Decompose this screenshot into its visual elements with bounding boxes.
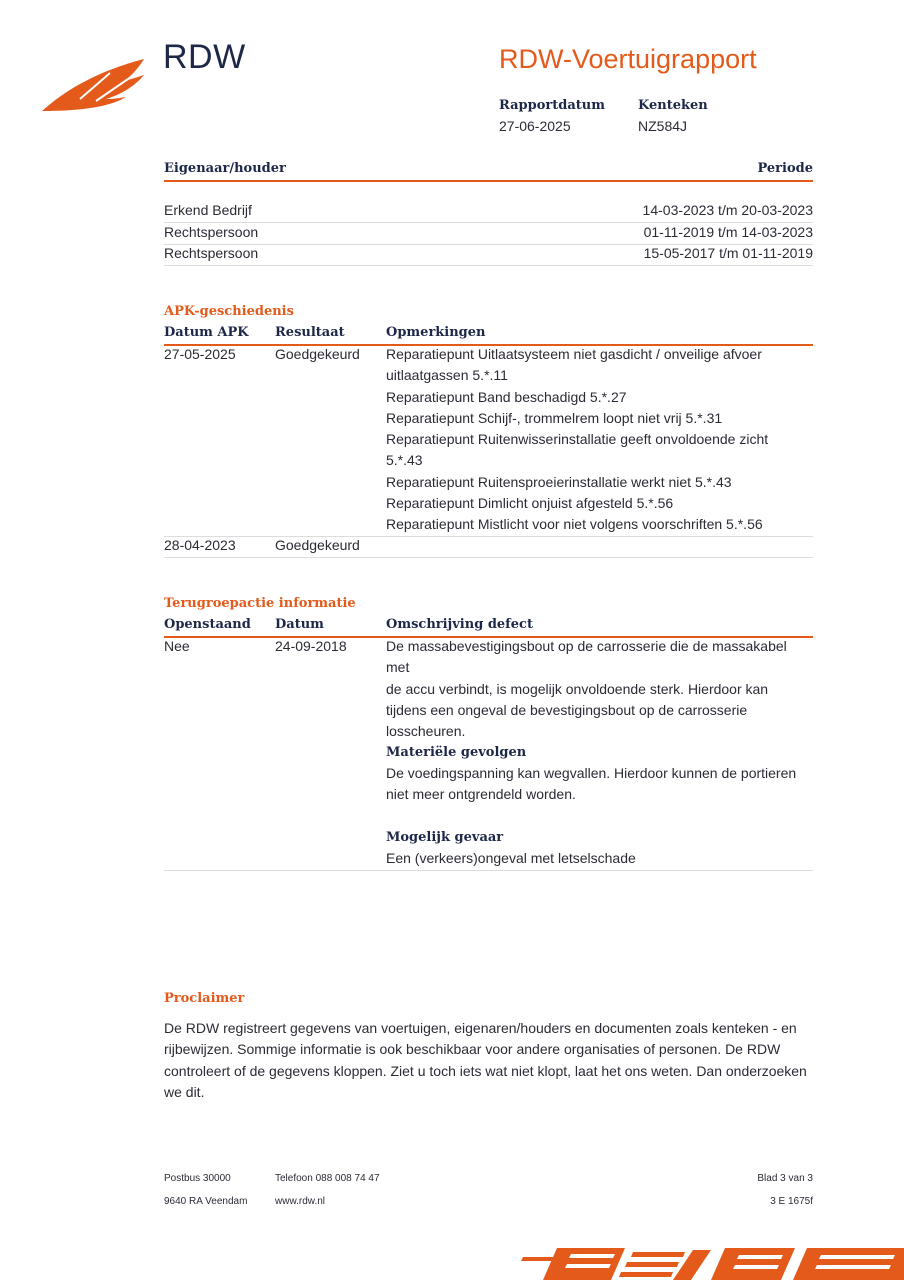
apk-remark: Reparatiepunt Dimlicht onjuist afgesteld 5.*.56: [386, 495, 674, 512]
footer-city: 9640 RA Veendam: [164, 1196, 248, 1207]
owner-period: 15-05-2017 t/m 01-11-2019: [643, 245, 813, 261]
row-divider: [164, 265, 813, 266]
proclaimer-line: controleert of de gegevens kloppen. Ziet u toch iets wat niet klopt, laat het ons weten. Dan onderzoeken: [164, 1062, 807, 1079]
recall-description-line: tijdens een ongeval de bevestigingsbout op de carrosserie: [386, 701, 748, 718]
owners-header-rule: [164, 180, 813, 182]
recall-date-column-header: Datum: [275, 617, 324, 632]
proclaimer-line: rijbewijzen. Sommige informatie is ook beschikbaar voor andere organisaties of personen. De RDW: [164, 1041, 781, 1058]
owner-column-header: Eigenaar/houder: [164, 161, 286, 176]
owner-name: Rechtspersoon: [164, 245, 259, 261]
logo-text: RDW: [163, 38, 246, 76]
owner-row: [164, 200, 813, 221]
recall-description: [386, 636, 813, 742]
consequences-line: niet meer ontgrendeld worden.: [386, 786, 576, 803]
row-divider: [164, 870, 813, 871]
apk-remark: Reparatiepunt Ruitensproeierinstallatie werkt niet 5.*.43: [386, 473, 732, 490]
consequences-text: [386, 763, 813, 806]
apk-remarks-column-header: Opmerkingen: [386, 325, 486, 340]
recall-description-line: losscheuren.: [386, 723, 466, 740]
consequences-label: Materiële gevolgen: [386, 745, 527, 760]
owner-period: 01-11-2019 t/m 14-03-2023: [643, 224, 813, 240]
owner-row: [164, 243, 813, 264]
apk-remark: Reparatiepunt Band beschadigd 5.*.27: [386, 388, 627, 405]
proclaimer-title: Proclaimer: [164, 991, 245, 1006]
footer-postbus: Postbus 30000: [164, 1173, 231, 1184]
rdw-logo-icon: [40, 55, 150, 120]
row-divider: [164, 557, 813, 558]
danger-text: Een (verkeers)ongeval met letselschade: [386, 850, 636, 866]
proclaimer-text: [164, 1018, 813, 1103]
recall-description-line: De massabevestigingsbout op de carrosserie die de massakabel met: [386, 638, 787, 676]
recall-description-line: de accu verbindt, is mogelijk onvoldoende sterk. Hierdoor kan: [386, 680, 769, 697]
plate-value: NZ584J: [638, 118, 688, 134]
apk-remark: Reparatiepunt Schijf-, trommelrem loopt niet vrij 5.*.31: [386, 409, 723, 426]
apk-section-title: APK-geschiedenis: [164, 304, 294, 319]
apk-remark: Reparatiepunt Uitlaatsysteem niet gasdicht / onveilige afvoer: [386, 346, 762, 362]
owner-name: Erkend Bedrijf: [164, 202, 252, 218]
apk-remark: Reparatiepunt Ruitenwisserinstallatie geeft onvoldoende zicht: [386, 431, 769, 448]
footer-website[interactable]: www.rdw.nl: [275, 1196, 326, 1207]
apk-remark: uitlaatgassen 5.*.11: [386, 367, 508, 384]
footer-document-code: 3 E 1675f: [770, 1196, 813, 1207]
apk-result-column-header: Resultaat: [275, 325, 345, 340]
owner-period: 14-03-2023 t/m 20-03-2023: [642, 202, 813, 218]
recall-section-title: Terugroepactie informatie: [164, 596, 356, 611]
recall-open-column-header: Openstaand: [164, 617, 251, 632]
report-date-value: 27-06-2025: [499, 118, 571, 134]
recall-open-status: Nee: [164, 638, 190, 654]
recall-date: 24-09-2018: [275, 638, 347, 654]
proclaimer-line: we dit.: [164, 1083, 205, 1100]
owner-name: Rechtspersoon: [164, 224, 259, 240]
apk-result: Goedgekeurd: [275, 346, 360, 362]
apk-remark: Reparatiepunt Mistlicht voor niet volgens voorschriften 5.*.56: [386, 516, 763, 533]
footer-page-number: Blad 3 van 3: [757, 1173, 813, 1184]
row-divider: [164, 536, 813, 537]
report-date-label: Rapportdatum: [499, 98, 605, 113]
apk-remark: 5.*.43: [386, 452, 423, 469]
proclaimer-line: De RDW registreert gegevens van voertuigen, eigenaren/houders en documenten zoals kenteken - en: [164, 1020, 797, 1036]
apk-date: 27-05-2025: [164, 346, 236, 362]
decorative-stripes-icon: [515, 1242, 904, 1285]
apk-date: 28-04-2023: [164, 537, 236, 553]
apk-remarks-list: [386, 344, 813, 536]
apk-date-column-header: Datum APK: [164, 325, 249, 340]
consequences-line: De voedingspanning kan wegvallen. Hierdoor kunnen de portieren: [386, 765, 797, 781]
period-column-header: Periode: [757, 161, 813, 176]
owner-row: [164, 222, 813, 243]
recall-description-column-header: Omschrijving defect: [386, 617, 533, 632]
report-title: RDW-Voertuigrapport: [499, 44, 757, 74]
footer-phone: Telefoon 088 008 74 47: [275, 1173, 380, 1184]
danger-label: Mogelijk gevaar: [386, 830, 504, 845]
plate-label: Kenteken: [638, 98, 708, 113]
apk-result: Goedgekeurd: [275, 537, 360, 553]
